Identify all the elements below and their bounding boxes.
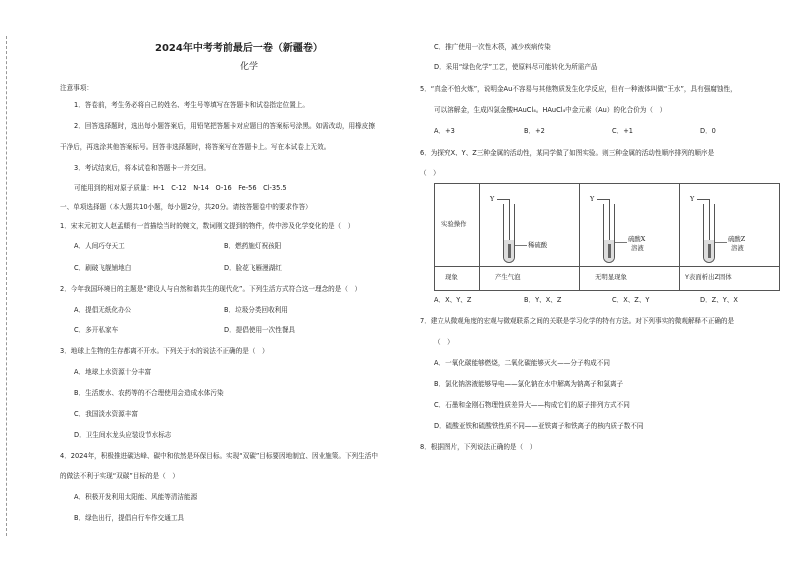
q4-option-b: B．绿色出行，提倡自行车作交通工具	[74, 514, 185, 522]
q7-paren: （ ）	[434, 338, 454, 346]
q2-stem: 2．今年我国环境日的主题是“建设人与自然和谐共生的现代化”。下列生活方式符合这一理念的是（ ）	[60, 285, 362, 293]
note-1: 1．答卷前，考生务必将自己的姓名、考生号等填写在答题卡和试卷指定位置上。	[74, 101, 309, 109]
q6-option-d: D．Z、Y、X	[700, 296, 738, 304]
notes-heading: 注意事项：	[60, 84, 93, 92]
observation-1: 产生气泡	[495, 273, 521, 281]
q7-option-b: B．氯化钠溶液能够导电——氯化钠在水中解离为钠离子和氯离子	[434, 380, 624, 388]
q2-option-d: D．提倡使用一次性餐具	[224, 326, 296, 334]
note-2-cont: 干净后，再选涂其他答案标号。回答非选择题时，将答案写在答题卡上。写在本试卷上无效。	[60, 143, 331, 151]
metal-strip-1	[508, 244, 511, 258]
q1-option-d: D．脸花飞雁漫湖红	[224, 264, 282, 272]
q3-option-a: A．地球上水资源十分丰富	[74, 368, 152, 376]
tube2-solution-label: 硫酸X	[628, 235, 646, 243]
q5-option-b: B．+2	[524, 127, 545, 135]
q7-option-d: D．硫酸亚铁和硫酸铁性质不同——亚铁离子和铁离子的核内质子数不同	[434, 422, 644, 430]
q5-stem-line1: 5．“真金不怕火炼”，说明金Au不容易与其他物质发生化学反应，但有一种液体叫做“王水”，具有强腐蚀性，	[420, 85, 737, 93]
metal-strip-2	[608, 244, 611, 258]
section-heading: 一、单项选择题（本大题共10小题，每小题2分，共20分。请按答题卷中的要求作答）	[60, 203, 312, 211]
q4-option-d: D．采用“绿色化学”工艺，使原料尽可能转化为所需产品	[434, 63, 598, 71]
binding-dashed-line	[6, 36, 7, 536]
q1-option-a: A．人间巧夺天工	[74, 242, 125, 250]
q1-stem: 1．宋末元初文人赵孟頫有一首描绘当时的婉文，数词刚文提到的物件，传中涉及化学变化的是（ ）	[60, 222, 355, 230]
tube1-solution-label: 稀硫酸	[528, 241, 548, 249]
q6-stem: 6．为探究X、Y、Z三种金属的活动性，某同学做了如图实验。则三种金属的活动性顺序排列的顺序是	[420, 149, 715, 157]
q2-option-b: B．垃圾分类回收利用	[224, 306, 288, 314]
q5-option-c: C．+1	[612, 127, 633, 135]
metal-strip-3	[708, 244, 711, 258]
q5-stem-line2: 可以溶解金，生成四氯金酸HAuCl₄。HAuCl₄中金元素（Au）的化合价为（ ）	[434, 106, 667, 114]
q4-option-c: C．推广使用一次性木筷，减少疾病传染	[434, 43, 551, 51]
note-2: 2．回答选择题时，选出每小题答案后，用铅笔把答题卡对应题目的答案标号涂黑。如需改动，用橡皮擦	[74, 122, 375, 130]
q2-option-c: C．多开私家车	[74, 326, 119, 334]
q3-stem: 3．地球上生物的生存都离不开水。下列关于水的说法不正确的是（ ）	[60, 347, 269, 355]
q6-option-a: A．X、Y、Z	[434, 296, 472, 304]
table-head-observation: 现象	[445, 273, 458, 281]
q6-option-b: B．Y、X、Z	[524, 296, 562, 304]
tube3-solution-label: 硫酸Z	[728, 235, 746, 243]
atomic-mass: 可能用到的相对原子质量：H-1 C-12 N-14 O-16 Fe-56 Cl-35.5	[74, 184, 287, 192]
table-head-operation: 实验操作	[441, 220, 467, 228]
q3-option-d: D．卫生间水龙头应装设节水标志	[74, 431, 172, 439]
q8-stem: 8．根据图片，下列说法正确的是（ ）	[420, 443, 537, 451]
q6-paren: （ ）	[420, 169, 440, 177]
q3-option-b: B．生活废水、农药等的不合理使用会造成水体污染	[74, 389, 224, 397]
observation-3: Y表面析出Z固体	[685, 273, 732, 281]
q4-option-a: A．积极开发利用太阳能、风能等清洁能源	[74, 493, 198, 501]
subject-title: 化学	[240, 62, 259, 72]
tube1-metal-label: Y	[490, 195, 495, 203]
tube3-metal-label: Y	[690, 195, 695, 203]
tube3-solution-label-2: 溶液	[731, 244, 744, 252]
exam-title: 2024年中考考前最后一卷（新疆卷）	[155, 43, 323, 54]
q5-option-d: D．0	[700, 127, 716, 135]
q7-option-a: A．一氧化碳能够燃烧，二氧化碳能够灭火——分子构成不同	[434, 359, 610, 367]
q2-option-a: A．提倡无纸化办公	[74, 306, 132, 314]
tube2-solution-label-2: 溶液	[631, 244, 644, 252]
q4-stem-line1: 4．2024年，积极推进碳达峰、碳中和依然是环保目标。实现“双碳”目标要因地制宜、因业施策。下列生活中	[60, 452, 378, 460]
note-3: 3．考试结束后，将本试卷和答题卡一并交回。	[74, 164, 211, 172]
q3-option-c: C．我国淡水资源丰富	[74, 410, 138, 418]
q6-option-c: C．X、Z、Y	[612, 296, 650, 304]
experiment-table	[434, 183, 780, 291]
q5-option-a: A．+3	[434, 127, 455, 135]
observation-2: 无明显现象	[595, 273, 627, 281]
q7-option-c: C．石墨和金刚石物理性质差异大——构成它们的原子排列方式不同	[434, 401, 630, 409]
q7-stem: 7．建立从微观角度的宏观与微观联系之间的关联是学习化学的特有方法。对下列事实的微观解释不正确的是	[420, 317, 735, 325]
q1-option-b: B．燃药施灯祝孩阳	[224, 242, 282, 250]
tube2-metal-label: Y	[590, 195, 595, 203]
q1-option-c: C．刷破飞舰铺地白	[74, 264, 132, 272]
q4-stem-line2: 的做法不利于实现“双碳”目标的是（ ）	[60, 472, 179, 480]
